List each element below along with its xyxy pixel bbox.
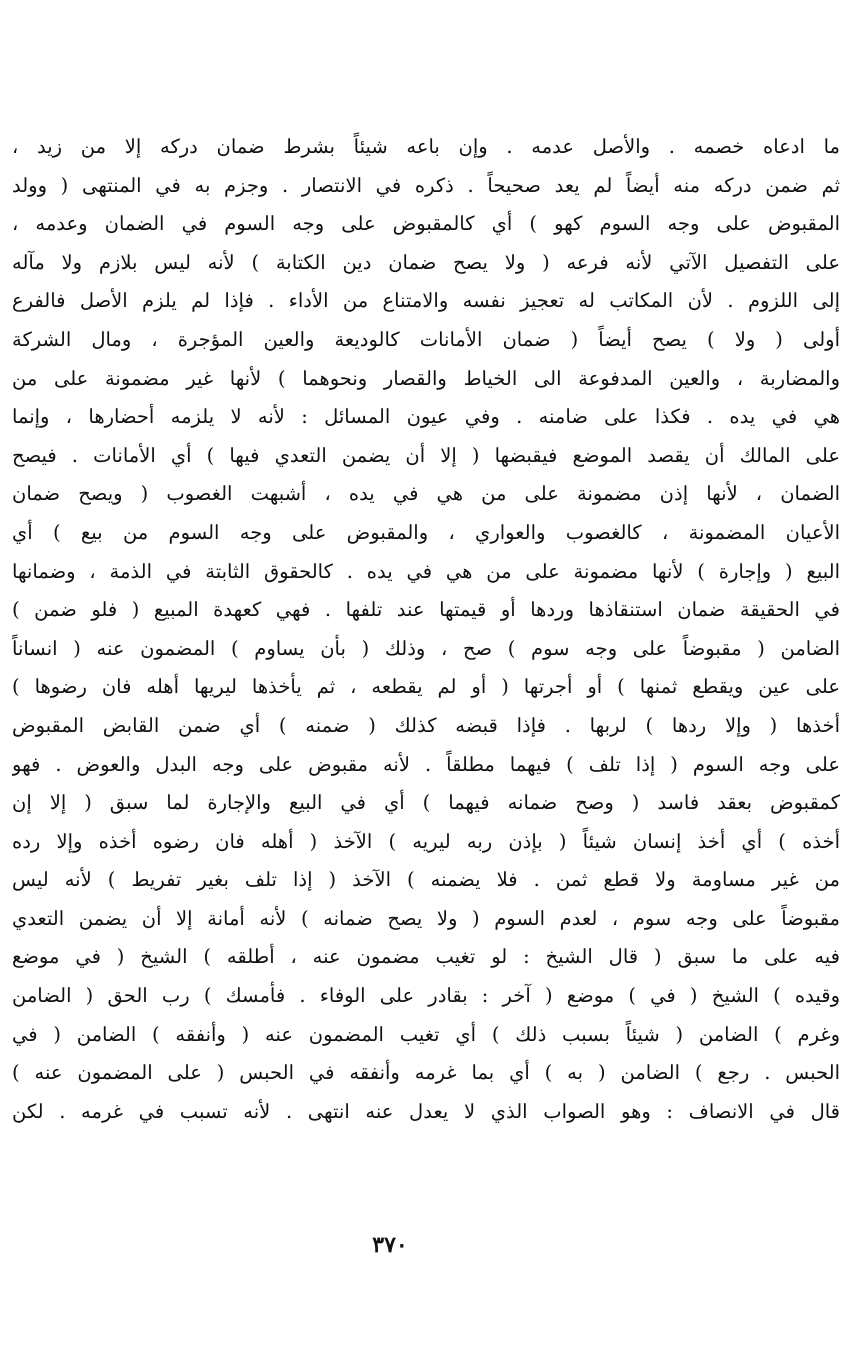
- page-number: ٣٧٠: [372, 1232, 408, 1258]
- text-line: الضمان ، لأنها إذن مضمونة على من هي في يده ، أشبهت الغصوب ( ويصح ضمان: [12, 482, 840, 506]
- text-line: المقبوض على وجه السوم كهو ) أي كالمقبوض على وجه السوم في الضمان وعدمه ،: [12, 212, 840, 236]
- text-line: على المالك أن يقصد الموضع فيقبضها ( إلا أن يضمن التعدي فيها ) أي الأمانات . فيصح: [12, 443, 840, 467]
- text-line: كمقبوض بعقد فاسد ( وصح ضمانه فيهما ) أي في البيع والإجارة لما سبق ( إلا إن: [12, 791, 840, 815]
- text-line: ما ادعاه خصمه . والأصل عدمه . وإن باعه شيئاً بشرط ضمان دركه إلا من زيد ،: [12, 135, 840, 158]
- text-line: فيه على ما سبق ( قال الشيخ : لو تغيب مضمون عنه ، أطلقه ) الشيخ ( في موضع: [12, 945, 840, 969]
- text-line: وغرم ) الضامن ( شيئاً بسبب ذلك ) أي تغيب المضمون عنه ( وأنفقه ) الضامن ( في: [12, 1022, 840, 1046]
- text-line: أخذه ) أي أخذ إنسان شيئاً ( بإذن ربه ليريه ) الآخذ ( أهله فان رضوه أخذه وإلا رده: [12, 829, 840, 853]
- text-line: والمضاربة ، والعين المدفوعة الى الخياط والقصار ونحوهما ) لأنها غير مضمونة على من: [12, 366, 840, 390]
- text-line: من غير مساومة ولا قطع ثمن . فلا يضمنه ) الآخذ ( إذا تلف بغير تفريط ) لأنه ليس: [12, 868, 840, 892]
- text-line: ثم ضمن دركه منه أيضاً لم يعد صحيحاً . ذكره في الانتصار . وجزم به في المنتهى ( وولد: [12, 173, 840, 197]
- text-line: على عين ويقطع ثمنها ) أو أجرتها ( أو لم يقطعه ، ثم يأخذها ليريها أهله فان رضوها ): [12, 675, 840, 699]
- text-line: الأعيان المضمونة ، كالغصوب والعواري ، والمقبوض على وجه السوم من بيع ) أي: [12, 520, 840, 544]
- text-line: على وجه السوم ( إذا تلف ) فيهما مطلقاً . لأنه مقبوض على وجه البدل والعوض . فهو: [12, 752, 840, 776]
- text-line: الحبس . رجع ) الضامن ( به ) أي بما غرمه وأنفقه في الحبس ( على المضمون عنه ): [12, 1061, 840, 1085]
- text-line: قال في الانصاف : وهو الصواب الذي لا يعدل عنه انتهى . لأنه تسبب في غرمه . لكن: [12, 1099, 840, 1123]
- text-line: أولى ( ولا ) يصح أيضاً ( ضمان الأمانات كالوديعة والعين المؤجرة ، ومال الشركة: [12, 327, 840, 351]
- text-line: وقيده ) الشيخ ( في ) موضع ( آخر : بقادر على الوفاء . فأمسك ) رب الحق ( الضامن: [12, 984, 840, 1008]
- text-line: في الحقيقة ضمان استنقاذها وردها أو قيمتها عند تلفها . فهي كعهدة المبيع ( فلو ضمن ): [12, 598, 840, 622]
- body-text: [12, 128, 840, 1131]
- text-line: إلى اللزوم . لأن المكاتب له تعجيز نفسه والامتناع من الأداء . فإذا لم يلزم الأصل فالفرع: [12, 289, 840, 313]
- text-line: هي في يده . فكذا على ضامنه . وفي عيون المسائل : لأنه لا يلزمه أحضارها ، وإنما: [12, 405, 840, 429]
- text-line: أخذها ( وإلا ردها ) لربها . فإذا قبضه كذلك ( ضمنه ) أي ضمن القابض المقبوض: [12, 713, 840, 737]
- text-line: مقبوضاً على وجه سوم ، لعدم السوم ( ولا يصح ضمانه ) لأنه أمانة إلا أن يضمن التعدي: [12, 906, 840, 930]
- text-line: على التفصيل الآتي لأنه فرعه ( ولا يصح ضمان دين الكتابة ) لأنه ليس بلازم ولا مآله: [12, 250, 840, 274]
- text-line: الضامن ( مقبوضاً على وجه سوم ) صح ، وذلك ( بأن يساوم ) المضمون عنه ( انساناً: [12, 636, 840, 660]
- text-line: البيع ( وإجارة ) لأنها مضمونة على من هي في يده . كالحقوق الثابتة في الذمة ، وضمانها: [12, 559, 840, 583]
